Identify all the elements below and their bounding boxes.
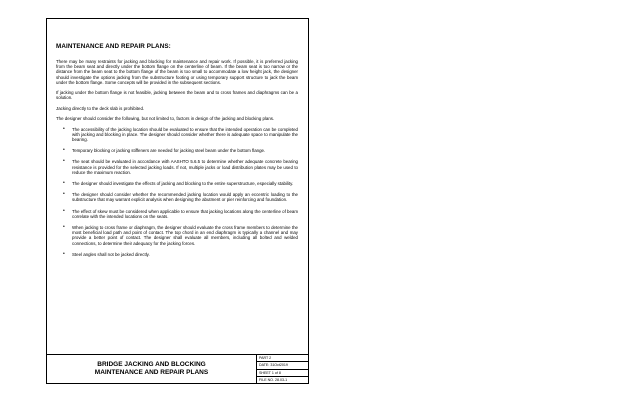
title-block: [47, 354, 308, 383]
list-item: [56, 225, 298, 246]
file-no-cell: FILE NO. 28.03-1: [259, 377, 288, 382]
bullet-icon: •: [63, 158, 65, 165]
title-line-1: BRIDGE JACKING AND BLOCKING: [97, 361, 206, 368]
bullet-icon: •: [63, 207, 65, 214]
bullet-icon: •: [63, 125, 65, 132]
title-block-title: [47, 355, 257, 383]
paragraph-considerations: The designer should consider the following, but not limited to, factors in design of the jacking and blocking plans.: [56, 116, 275, 122]
list-item-text: The accessibility of the jacking location should be evaluated to ensure that the intended operation can be completed with jacking and blocking in place. The designer should consider whether there is adequate space to manipulate the bearing.: [72, 126, 298, 142]
list-item: [56, 252, 298, 257]
list-item-text: The designer should consider whether the recommended jacking location would apply an eccentric loading to the substructure that may warrant explicit analysis when designing the abutment or pier reinforcing and foundation.: [72, 192, 298, 203]
list-item: [56, 181, 298, 186]
list-item: [56, 148, 298, 153]
list-item: [56, 127, 298, 143]
sheet-body: [47, 19, 308, 357]
section-heading: MAINTENANCE AND REPAIR PLANS:: [56, 43, 171, 50]
date-cell: DATE: 31Oct2019: [257, 362, 308, 369]
bullet-icon: •: [63, 147, 65, 154]
title-line-2: MAINTENANCE AND REPAIR PLANS: [94, 369, 209, 376]
part-cell: PART 2: [257, 355, 308, 362]
title-block-info: [257, 355, 308, 383]
bullet-icon: •: [63, 224, 65, 231]
list-item-text: Steel angles shall not be jacked directly.: [72, 251, 150, 257]
list-item-text: The seat should be evaluated in accordance with AASHTO 5.6.5 to determine whether adequate concrete bearing resistance is provided for the selected jacking loads. If not, multiple jacks or load distribution plates may be used to reduce the maximum reaction.: [72, 159, 298, 175]
sheet-cell: SHEET 1 of 8: [257, 370, 308, 377]
list-item-text: Temporary blocking or jacking stiffeners are needed for jacking steel beam under the bottom flange.: [72, 148, 266, 154]
paragraph-alternative: If jacking under the bottom flange is not feasible, jacking between the beam and to cross frames and diaphragms can be a solution.: [56, 90, 298, 101]
list-item: [56, 209, 298, 219]
paragraph-intro: There may be many restraints for jacking and blocking for maintenance and repair work. If possible, it is preferred jacking from the beam seat and directly under the bottom flange on the centerline of beam. If the beam seat is too narrow or the distance from the beam seat to the bottom flange of the beam is too small to accommodate a low height jack, the designer should investigate the options jacking from the substructure footing or using temporary support structure to jack the beam under the bottom flange. Some concepts will be provided in the subsequent sections.: [56, 59, 298, 85]
bullet-icon: •: [63, 180, 65, 186]
bullet-icon: •: [63, 191, 65, 198]
list-item-text: When jacking to cross frame or diaphragm, the designer should evaluate the cross frame members to determine the most beneficial load path and point of contact. The top chord in an end diaphragm is typically a channel and may provide a better point of contact. The designer shall evaluate all members, including all bolted and welded connections, to determine their adequacy for the jacking forces.: [72, 225, 298, 246]
list-item-text: The designer should investigate the effects of jacking and blocking to the entire superstructure, especially stability.: [72, 181, 294, 186]
drawing-sheet: [46, 18, 309, 384]
paragraph-prohibition: Jacking directly to the deck slab is prohibited.: [56, 105, 145, 111]
considerations-list: [56, 127, 298, 257]
list-item-text: The effect of skew must be considered when applicable to ensure that jacking locations along the centerline of beam correlate with the intended locations on the seats.: [72, 208, 298, 219]
list-item: [56, 159, 298, 175]
bullet-icon: •: [63, 250, 65, 257]
list-item: [56, 192, 298, 202]
